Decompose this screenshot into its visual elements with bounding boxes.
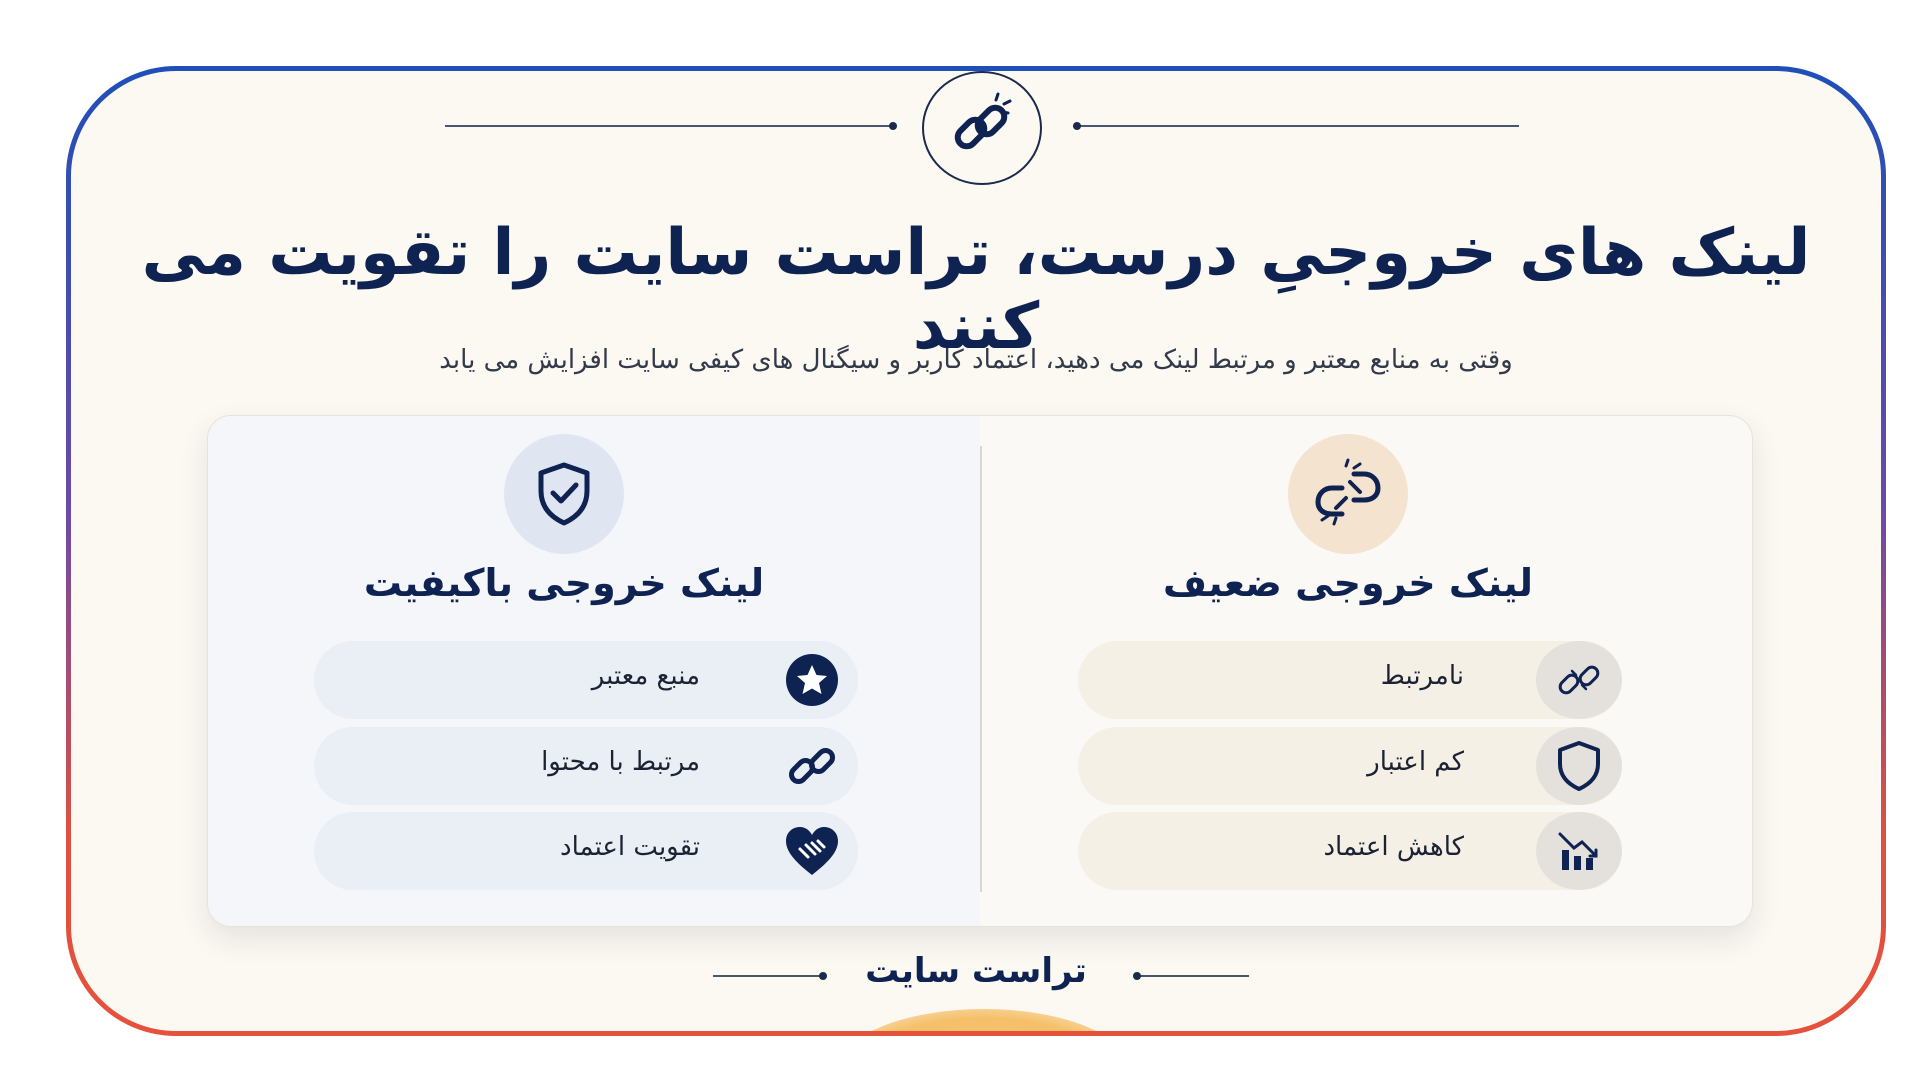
shield-check-icon [504,434,624,554]
page-canvas [71,71,1881,1031]
footer-label: تراست سایت [865,951,1087,991]
subheadline: وقتی به منابع معتبر و مرتبط لینک می دهید، اعتماد کاربر و سیگنال های کیفی سایت افزایش می یابد [439,345,1513,375]
bad-item-label: کاهش اعتماد [1323,832,1464,862]
top-divider-left [445,125,893,127]
top-divider-dot-left [889,122,897,130]
bad-item-trust-decline [1078,812,1622,890]
declining-chart-icon [1536,812,1622,890]
good-title: لینک خروجی باکیفیت [363,561,765,605]
good-item-trust-boost [314,812,858,890]
top-divider-right [1073,125,1519,127]
broken-link-icon [1288,434,1408,554]
good-item-label: تقویت اعتماد [560,832,700,862]
broken-link-icon [1536,641,1622,719]
top-divider-dot-right [1073,122,1081,130]
headline: لینک های خروجیِ درست، تراست سایت را تقویت می کنند [141,216,1811,364]
shield-icon [1536,727,1622,805]
page-frame [66,66,1886,1036]
good-item-label: مرتبط با محتوا [541,747,700,777]
comparison-card [207,415,1753,927]
bad-item-label: کم اعتبار [1367,747,1464,777]
sun-decoration [839,1009,1129,1031]
handshake-heart-icon [780,819,844,883]
star-badge-icon [780,648,844,712]
bad-title: لینک خروجی ضعیف [1162,561,1534,605]
column-divider [980,446,982,892]
bad-item-irrelevant [1078,641,1622,719]
bad-item-low-authority [1078,727,1622,805]
bad-item-label: نامرتبط [1380,661,1464,691]
good-item-authoritative-source [314,641,858,719]
good-item-label: منبع معتبر [591,661,700,691]
link-icon [780,734,844,798]
good-item-content-relevant [314,727,858,805]
chain-link-icon [922,71,1042,185]
